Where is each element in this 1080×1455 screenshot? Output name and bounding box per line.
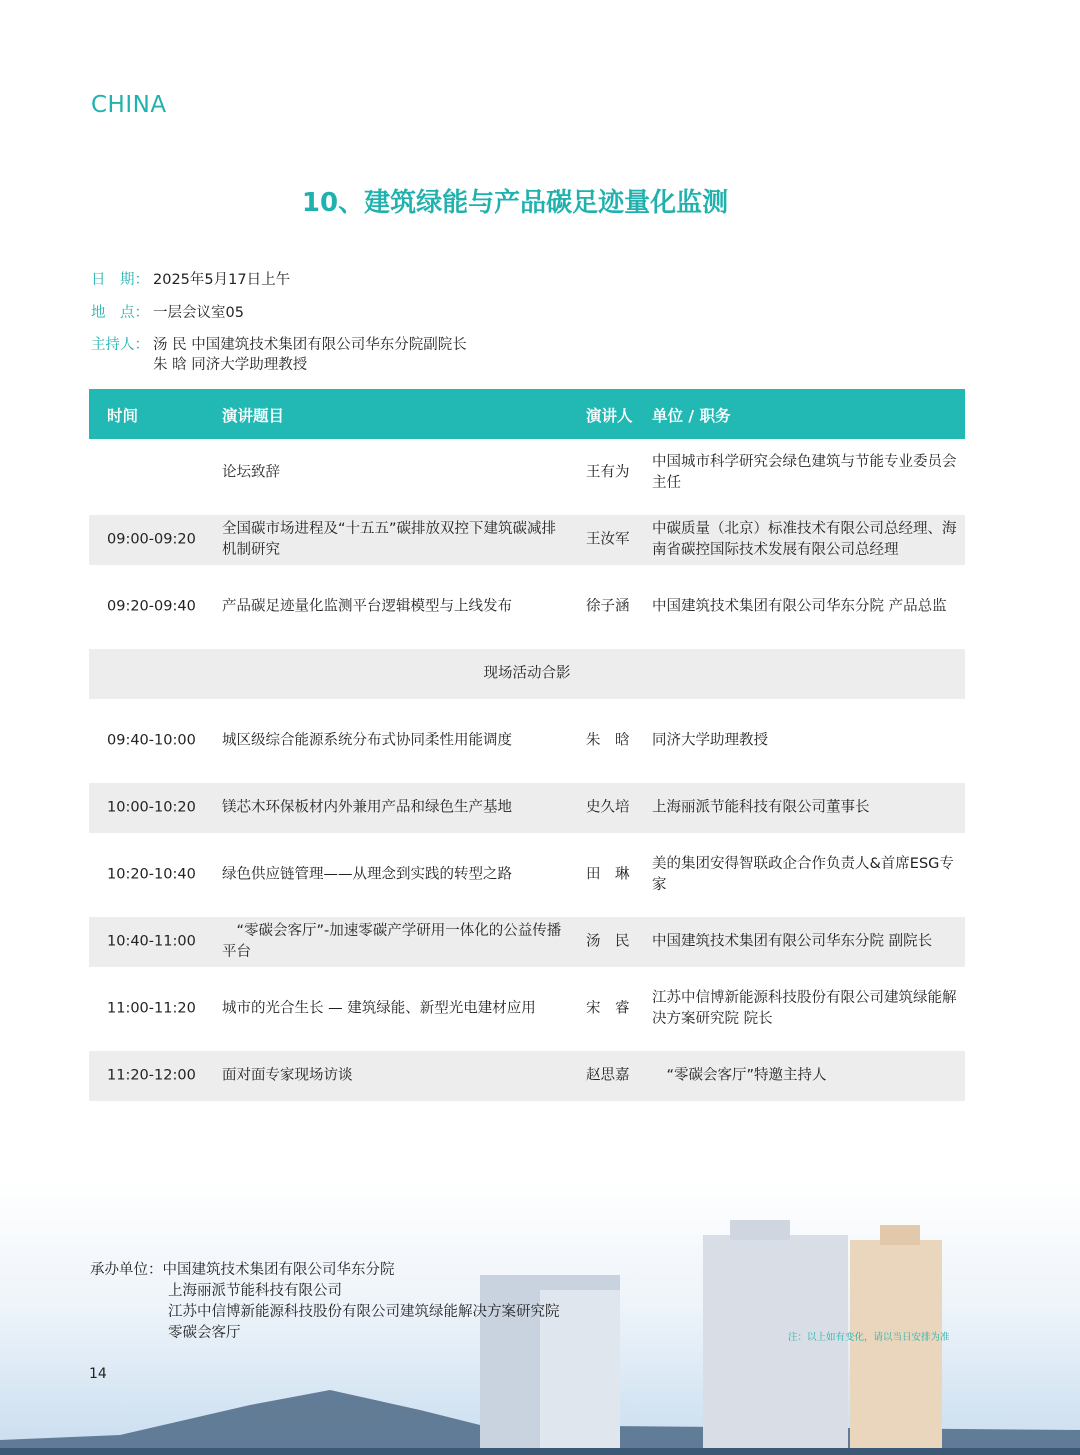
header-unit: 单位 / 职务 (652, 407, 731, 425)
host-2: 朱 晗 同济大学助理教授 (153, 357, 308, 373)
header-time: 时间 (107, 407, 139, 425)
row-topic: 城区级综合能源系统分布式协同柔性用能调度 (222, 732, 512, 749)
table-row (89, 515, 965, 565)
row-unit: “零碳会客厅”特邀主持人 (652, 1067, 827, 1084)
row-speaker: 王有为 (586, 464, 630, 481)
row-topic: 城市的光合生长 — 建筑绿能、新型光电建材应用 (222, 1000, 536, 1017)
row-speaker: 宋 睿 (586, 1000, 630, 1017)
table-row (89, 917, 965, 967)
table-header (89, 389, 965, 439)
date-label: 日 期： (91, 272, 149, 288)
table-row (89, 783, 965, 833)
row-speaker: 赵思嘉 (586, 1067, 630, 1084)
date-line (91, 270, 290, 290)
table-row (89, 582, 965, 632)
organizers (90, 1260, 560, 1344)
row-speaker: 史久培 (586, 799, 630, 816)
organizer-item: 上海丽派节能科技有限公司 (168, 1283, 342, 1299)
row-unit: 中碳质量（北京）标准技术有限公司总经理、海南省碳控国际技术发展有限公司总经理 (652, 521, 957, 558)
table-row (89, 1051, 965, 1101)
row-topic: “零碳会客厅”-加速零碳产学研用一体化的公益传播平台 (222, 923, 562, 960)
row-unit: 江苏中信博新能源科技股份有限公司建筑绿能解决方案研究院 院长 (652, 990, 957, 1027)
row-time: 09:20-09:40 (107, 598, 196, 615)
row-unit: 中国城市科学研究会绿色建筑与节能专业委员会主任 (652, 454, 957, 491)
place-label: 地 点： (91, 305, 149, 321)
row-speaker: 汤 民 (586, 933, 630, 950)
host-1: 汤 民 中国建筑技术集团有限公司华东分院副院长 (153, 337, 467, 353)
row-topic: 论坛致辞 (222, 464, 280, 481)
row-topic: 面对面专家现场访谈 (222, 1067, 353, 1084)
row-unit: 同济大学助理教授 (652, 732, 768, 749)
place-value: 一层会议室05 (153, 305, 244, 321)
page-title: 10、建筑绿能与产品碳足迹量化监测 (301, 188, 729, 218)
page-number: 14 (89, 1366, 107, 1382)
row-unit: 美的集团安得智联政企合作负责人&首席ESG专家 (652, 856, 954, 893)
date-value: 2025年5月17日上午 (153, 272, 291, 288)
row-time: 10:00-10:20 (107, 799, 196, 816)
table-row (89, 984, 965, 1034)
place-line (91, 303, 244, 323)
header-topic: 演讲题目 (222, 407, 285, 425)
row-time: 11:20-12:00 (107, 1067, 196, 1084)
row-time: 10:20-10:40 (107, 866, 196, 883)
row-time: 09:40-10:00 (107, 732, 196, 749)
row-topic: 产品碳足迹量化监测平台逻辑模型与上线发布 (222, 598, 512, 615)
row-speaker: 徐子涵 (586, 598, 630, 615)
row-speaker: 朱 晗 (586, 732, 630, 749)
organizer-item: 中国建筑技术集团有限公司华东分院 (162, 1262, 395, 1278)
table-row (89, 850, 965, 900)
brand-label: CHINA (91, 92, 167, 118)
row-topic: 镁芯木环保板材内外兼用产品和绿色生产基地 (222, 799, 512, 816)
table-row (89, 448, 965, 498)
organizer-item: 江苏中信博新能源科技股份有限公司建筑绿能解决方案研究院 (168, 1304, 560, 1320)
table-row (89, 716, 965, 766)
table-row (89, 649, 965, 699)
row-time: 09:00-09:20 (107, 531, 196, 548)
row-unit: 中国建筑技术集团有限公司华东分院 产品总监 (652, 598, 947, 615)
agenda-table (89, 389, 965, 1084)
header-speaker: 演讲人 (586, 407, 633, 425)
change-note: 注：以上如有变化，请以当日安排为准 (788, 1332, 950, 1343)
row-topic: 全国碳市场进程及“十五五”碳排放双控下建筑碳减排机制研究 (222, 521, 557, 558)
row-unit: 上海丽派节能科技有限公司董事长 (652, 799, 870, 816)
row-unit: 中国建筑技术集团有限公司华东分院 副院长 (652, 933, 933, 950)
organizer-item: 零碳会客厅 (168, 1325, 241, 1341)
row-topic: 绿色供应链管理——从理念到实践的转型之路 (222, 866, 512, 883)
row-speaker: 田 琳 (586, 866, 630, 883)
host-line (91, 335, 467, 375)
row-speaker: 王汝军 (586, 531, 630, 548)
row-time: 10:40-11:00 (107, 933, 196, 950)
row-time: 11:00-11:20 (107, 1000, 196, 1017)
organizers-label: 承办单位： (90, 1262, 163, 1278)
row-full: 现场活动合影 (483, 665, 571, 682)
host-label: 主持人： (91, 337, 149, 353)
